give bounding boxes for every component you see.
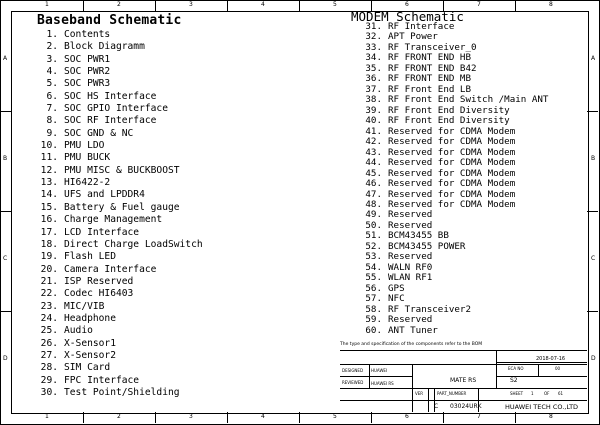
index-entry-number: 50. (365, 219, 382, 231)
index-entry (36, 239, 203, 251)
index-entry-label: RF Transceiver2 (388, 303, 471, 315)
index-entry (36, 29, 203, 41)
part-number-value: 03024URK (450, 403, 482, 410)
baseband-index-list (36, 29, 203, 399)
index-entry-number: 31. (365, 21, 382, 32)
index-entry (362, 158, 548, 168)
sheet-label: SHEET (510, 391, 524, 396)
index-entry-number: 6. (46, 90, 58, 102)
index-entry (36, 251, 203, 263)
index-entry (36, 115, 203, 127)
index-entry-number: 58. (365, 303, 382, 315)
column-zone-label: 6 (405, 413, 409, 420)
sheet-code: S2 (510, 377, 518, 384)
index-entry-number: 38. (365, 94, 382, 106)
index-entry-number: 8. (46, 115, 58, 127)
index-entry-label: Codec HI6403 (64, 288, 134, 300)
row-zone-label: D (591, 355, 596, 362)
index-entry-number: 39. (365, 104, 382, 116)
baseband-schematic-title: Baseband Schematic (37, 13, 182, 28)
row-zone-label: B (3, 155, 8, 162)
index-entry (36, 276, 203, 288)
column-zone-label: 1 (45, 413, 49, 420)
index-entry-label: SOC GND & NC (64, 127, 134, 139)
index-entry (36, 264, 203, 276)
index-entry-number: 26. (40, 337, 58, 349)
index-entry-label: BCM43455 POWER (388, 240, 466, 252)
index-entry-label: PMU MISC & BUCKBOOST (64, 164, 180, 176)
index-entry-label: RF Transceiver_0 (388, 41, 477, 53)
index-entry-number: 23. (40, 300, 58, 312)
index-entry-number: 34. (365, 52, 382, 64)
reviewed-value: HUAWEI RS (371, 381, 394, 386)
index-entry (36, 325, 203, 337)
index-entry-number: 52. (365, 240, 382, 252)
index-entry (36, 152, 203, 164)
column-zone-label: 7 (477, 1, 481, 8)
index-entry-number: 59. (365, 314, 382, 326)
modem-schematic-title: MODEM Schematic (351, 9, 464, 24)
index-entry (36, 140, 203, 152)
index-entry-number: 29. (40, 374, 58, 386)
index-entry (36, 375, 203, 387)
drawing-date: 2018-07-16 (536, 356, 566, 362)
index-entry (36, 202, 203, 214)
index-entry-number: 18. (40, 238, 58, 250)
index-entry-label: ISP Reserved (64, 275, 134, 287)
column-zone-label: 5 (333, 1, 337, 8)
index-entry-label: HI6422-2 (64, 177, 111, 189)
index-entry-label: Reserved for CDMA Modem (388, 125, 516, 137)
index-entry (36, 66, 203, 78)
of-label: OF (544, 391, 550, 396)
sheet-value: 1 (531, 391, 534, 396)
part-number-label: PART_NUMBER (437, 391, 467, 396)
index-entry-label: Reserved for CDMA Modem (388, 146, 516, 158)
index-entry-label: Charge Management (64, 214, 163, 226)
column-zone-label: 4 (261, 413, 265, 420)
designed-label: DESIGNED (342, 368, 364, 373)
index-entry (36, 128, 203, 140)
index-entry-label: Reserved for CDMA Modem (388, 157, 516, 169)
index-entry-number: 2. (46, 41, 58, 53)
index-entry-label: SOC PWR3 (64, 78, 111, 90)
index-entry-label: X-Sensor1 (64, 337, 116, 349)
index-entry-label: Reserved for CDMA Modem (388, 188, 516, 200)
index-entry-label: Reserved (388, 314, 433, 326)
column-zone-label: 6 (405, 1, 409, 8)
column-zone-label: 8 (549, 413, 553, 420)
index-entry-label: Reserved (388, 251, 433, 263)
index-entry-number: 11. (40, 152, 58, 164)
index-entry-number: 41. (365, 125, 382, 137)
index-entry (36, 78, 203, 90)
index-entry-label: BCM43455 BB (388, 230, 449, 242)
index-entry (36, 91, 203, 103)
index-entry-label: APT Power (388, 31, 438, 43)
index-entry-number: 51. (365, 230, 382, 242)
column-zone-label: 3 (189, 413, 193, 420)
index-entry-number: 7. (46, 103, 58, 115)
index-entry-number: 48. (365, 198, 382, 210)
index-entry-number: 36. (365, 73, 382, 85)
index-entry (36, 227, 203, 239)
index-entry-number: 46. (365, 178, 382, 190)
column-zone-label: 2 (117, 413, 121, 420)
index-entry-number: 21. (40, 275, 58, 287)
index-entry (362, 326, 548, 336)
index-entry-number: 1. (46, 29, 58, 40)
index-entry-label: SOC RF Interface (64, 115, 157, 127)
bom-note: The type and specification of the components refer to the BOM (340, 342, 483, 347)
index-entry-label: SOC GPIO Interface (64, 103, 168, 115)
index-entry-label: Flash LED (64, 251, 116, 263)
index-entry-number: 47. (365, 188, 382, 200)
index-entry-label: Reserved for CDMA Modem (388, 178, 516, 190)
index-entry (36, 338, 203, 350)
index-entry-label: RF FRONT END B42 (388, 62, 477, 74)
index-entry-label: SOC HS Interface (64, 90, 157, 102)
index-entry-label: MIC/VIB (64, 300, 105, 312)
index-entry-label: Headphone (64, 312, 116, 324)
index-entry-label: Camera Interface (64, 263, 157, 275)
index-entry-label: RF FRONT END HB (388, 52, 471, 64)
row-zone-label: A (3, 55, 8, 62)
index-entry-label: WALN RF0 (388, 261, 433, 273)
index-entry-label: Reserved for CDMA Modem (388, 167, 516, 179)
index-entry-number: 5. (46, 78, 58, 90)
row-zone-label: C (591, 255, 596, 262)
row-zone-label: C (3, 255, 8, 262)
index-entry-number: 35. (365, 62, 382, 74)
column-zone-label: 5 (333, 413, 337, 420)
index-entry (36, 54, 203, 66)
product-name: MATE RS (450, 377, 477, 384)
index-entry-label: Reserved (388, 219, 433, 231)
index-entry-label: RF Front End Diversity (388, 115, 510, 127)
index-entry-number: 44. (365, 157, 382, 169)
index-entry-label: RF Interface (388, 21, 455, 32)
index-entry-number: 43. (365, 146, 382, 158)
index-entry-number: 53. (365, 251, 382, 263)
index-entry-label: SOC PWR2 (64, 66, 111, 78)
index-entry (36, 189, 203, 201)
index-entry-label: Audio (64, 325, 93, 337)
index-entry-label: SOC PWR1 (64, 53, 111, 65)
index-entry-label: Reserved for CDMA Modem (388, 136, 516, 148)
index-entry-number: 60. (365, 324, 382, 336)
index-entry (36, 214, 203, 226)
index-entry-label: SIM Card (64, 362, 111, 374)
index-entry-number: 57. (365, 293, 382, 305)
column-zone-label: 1 (45, 1, 49, 8)
index-entry-label: UFS and LPDDR4 (64, 189, 145, 201)
index-entry (36, 165, 203, 177)
index-entry-number: 25. (40, 325, 58, 337)
row-zone-label: B (591, 155, 596, 162)
index-entry-number: 27. (40, 349, 58, 361)
index-entry-label: WLAN RF1 (388, 272, 433, 284)
index-entry-label: Block Diagramm (64, 41, 145, 53)
ver-label: VER (415, 391, 424, 396)
index-entry-number: 17. (40, 226, 58, 238)
row-zone-label: A (591, 55, 596, 62)
index-entry-number: 14. (40, 189, 58, 201)
index-entry-number: 30. (40, 386, 58, 398)
index-entry-number: 37. (365, 83, 382, 95)
index-entry-number: 40. (365, 115, 382, 127)
index-entry (36, 301, 203, 313)
index-entry-label: RF Front End Switch /Main ANT (388, 94, 549, 106)
index-entry-label: Reserved for CDMA Modem (388, 198, 516, 210)
index-entry-number: 20. (40, 263, 58, 275)
index-entry-number: 16. (40, 214, 58, 226)
index-entry-label: RF Front End LB (388, 83, 471, 95)
column-zone-label: 8 (549, 1, 553, 8)
reviewed-label: REVIEWED (342, 380, 364, 385)
index-entry (36, 362, 203, 374)
index-entry-number: 49. (365, 209, 382, 221)
company-name: HUAWEI TECH CO.,LTD (505, 403, 579, 411)
modem-index-list (362, 22, 548, 336)
index-entry-number: 22. (40, 288, 58, 300)
index-entry-number: 56. (365, 282, 382, 294)
index-entry (362, 179, 548, 189)
index-entry (36, 41, 203, 53)
index-entry-label: PMU LDO (64, 140, 105, 152)
index-entry (36, 313, 203, 325)
index-entry-label: GPS (388, 282, 405, 294)
index-entry-number: 24. (40, 312, 58, 324)
row-zone-label: D (3, 355, 8, 362)
index-entry-label: Battery & Fuel gauge (64, 201, 180, 213)
index-entry (36, 387, 203, 399)
index-entry-label: Test Point/Shielding (64, 386, 180, 398)
index-entry (36, 288, 203, 300)
index-entry-number: 19. (40, 251, 58, 263)
index-entry-number: 54. (365, 261, 382, 273)
index-entry-number: 42. (365, 136, 382, 148)
index-entry (36, 177, 203, 189)
index-entry-number: 45. (365, 167, 382, 179)
index-entry-number: 55. (365, 272, 382, 284)
index-entry-label: ANT Tuner (388, 324, 438, 336)
index-entry-label: FPC Interface (64, 374, 140, 386)
index-entry-number: 12. (40, 164, 58, 176)
designed-value: HUAWEI (371, 368, 388, 373)
index-entry (36, 103, 203, 115)
index-entry-label: Contents (64, 29, 111, 40)
index-entry-label: RF FRONT END MB (388, 73, 471, 85)
title-block (340, 340, 587, 412)
column-zone-label: 3 (189, 1, 193, 8)
of-value: 61 (558, 391, 564, 396)
index-entry-number: 4. (46, 66, 58, 78)
index-entry-number: 28. (40, 362, 58, 374)
index-entry-number: 33. (365, 41, 382, 53)
index-entry-number: 32. (365, 31, 382, 43)
index-entry-number: 15. (40, 201, 58, 213)
index-entry-number: 10. (40, 140, 58, 152)
column-zone-label: 2 (117, 1, 121, 8)
index-entry-label: LCD Interface (64, 226, 140, 238)
index-entry-number: 3. (46, 53, 58, 65)
eca-no-label: ECA NO (508, 366, 524, 371)
index-entry-label: PMU BUCK (64, 152, 111, 164)
column-zone-label: 7 (477, 413, 481, 420)
index-entry-number: 13. (40, 177, 58, 189)
index-entry-label: NFC (388, 293, 405, 305)
index-entry-label: X-Sensor2 (64, 349, 116, 361)
index-entry-label: RF Front End Diversity (388, 104, 510, 116)
index-entry-label: Direct Charge LoadSwitch (64, 238, 203, 250)
eca-no-value: 00 (555, 366, 561, 371)
ver-value: C (434, 403, 439, 410)
index-entry-label: Reserved (388, 209, 433, 221)
index-entry (36, 350, 203, 362)
column-zone-label: 4 (261, 1, 265, 8)
index-entry-number: 9. (46, 127, 58, 139)
